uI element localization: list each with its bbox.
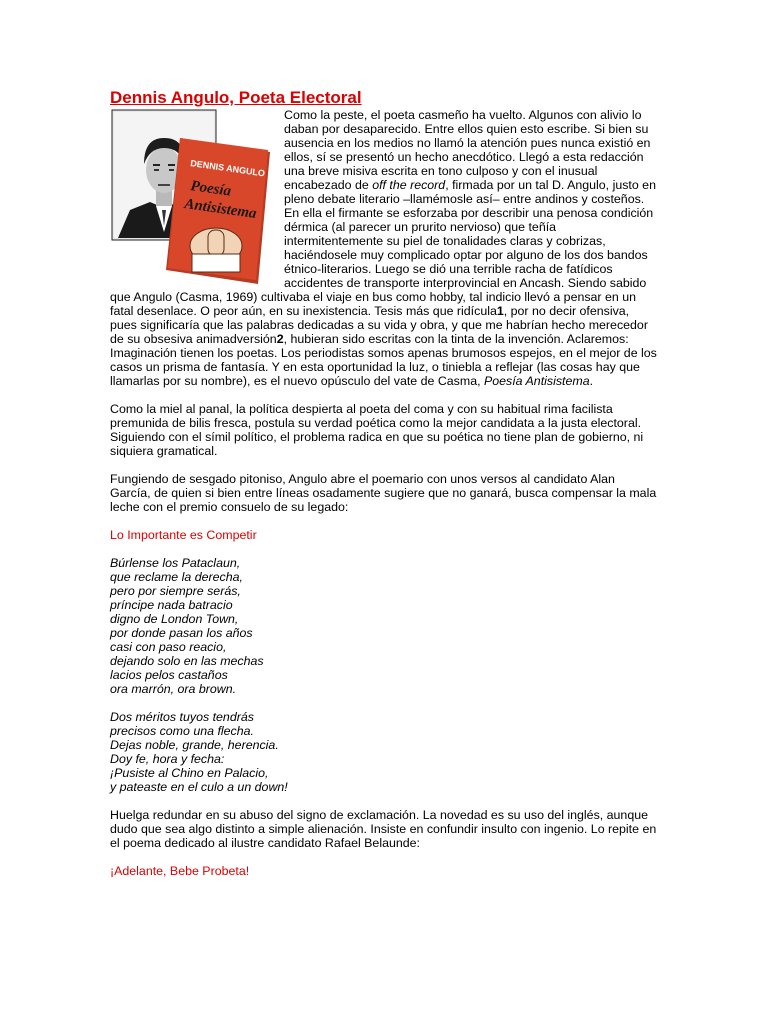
poem-title-1: Lo Importante es Competir <box>110 528 257 542</box>
poem-line: Búrlense los Pataclaun, <box>110 556 241 570</box>
poem-line: Dos méritos tuyos tendrás <box>110 710 254 724</box>
paragraph-3: Fungiendo de sesgado pitoniso, Angulo abre el poemario con unos versos al candidato Alan García, de quien si bien entre líneas osadamente sugiere que no ganará, busca compensar la mala leche con el premio consuelo de su legado: <box>110 472 657 514</box>
book-cover-figure <box>110 108 275 286</box>
intro-emphasis-2: Poesía Antisistema <box>483 374 590 388</box>
book-cover-title-line1: Poesía <box>189 178 233 200</box>
poem-title-2: ¡Adelante, Bebe Probeta! <box>110 864 250 878</box>
poem-line: por donde pasan los años <box>110 626 253 640</box>
poem-line: ora marrón, ora brown. <box>110 682 237 696</box>
poem-line: precisos como una flecha. <box>110 724 254 738</box>
poem-line: lacios pelos castaños <box>110 668 228 682</box>
book-cover-author: DENNIS ANGULO <box>189 158 266 179</box>
article-title: Dennis Angulo, Poeta Electoral <box>110 88 362 107</box>
poem-line: Doy fe, hora y fecha: <box>110 752 225 766</box>
poem-line: ¡Pusiste al Chino en Palacio, <box>110 766 269 780</box>
intro-text-2: , firmada por un tal D. Angulo, justo en pleno debate literario –llamémosle así– entre andinos y costeños. En ella el firmante se esforzaba por describir una penosa condición dérmica (al parecer un prurito nervioso) que teñía intermitentemente su piel de tonalidades claras y cobrizas, haciéndosele muy complicado optar por alguno de los dos bandos étnico-literarios. Luego se dió una terrible racha de fatídicos accidentes de transporte interprovincial en Ancash. Siendo sabido que Angulo (Casma, 1969) cultivaba el viaje en bus como hobby, tal indicio llevó a pensar en un fatal desenlace. O peor aún, en su inexistencia. Tesis más que ridícula <box>110 178 656 318</box>
paragraph-2: Como la miel al panal, la política despierta al poeta del coma y con su habitual rima facilista premunida de bilis fresca, postula su verdad poética como la mejor candidata a la justa electoral. Siguiendo con el símil político, el problema radica en que su poética no tiene plan de gobierno, ni siquiera gramatical. <box>110 402 644 458</box>
paragraph-4: Huelga redundar en su abuso del signo de exclamación. La novedad es su uso del inglés, aunque dudo que sea algo distinto a simple alienación. Insiste en confundir insulto con ingenio. Lo repite en el poema dedicado al ilustre candidato Rafael Belaunde: <box>110 808 657 850</box>
intro-text-4: , hubieran sido escritas con la tinta de la invención. Aclaremos: Imaginación tienen los poetas. Los periodistas somos apenas brumosos espejos, en el mejor de los casos un prisma de fantasía. Y en esta oportunidad la luz, o tiniebla a reflejar (las cosas hay que llamarlas por su nombre), es el nuevo opúsculo del vate de Casma, <box>110 332 657 388</box>
poem-line: digno de London Town, <box>110 612 239 626</box>
intro-text-3: , por no decir ofensiva, pues significaría que las palabras dedicadas a su vida y obra, y que me habrían hecho merecedor de su obsesiva animadversión <box>110 304 648 346</box>
poem-stanza-2 <box>110 710 658 794</box>
poem-line: dejando solo en las mechas <box>110 654 264 668</box>
article-body <box>110 108 658 892</box>
poem-line: casi con paso reacio, <box>110 640 227 654</box>
poem-line: príncipe nada batracio <box>110 598 233 612</box>
poem-line: que reclame la derecha, <box>110 570 243 584</box>
poem-line: y pateaste en el culo a un down! <box>110 780 288 794</box>
poem-line: Dejas noble, grande, herencia. <box>110 738 279 752</box>
poem-line: pero por siempre serás, <box>110 584 241 598</box>
poem-stanza-1 <box>110 556 658 696</box>
intro-emphasis-1: off the record <box>372 178 446 192</box>
intro-text-5: . <box>589 374 594 388</box>
book-cover-illustration <box>110 108 275 286</box>
book-cover-title-line2: Antisistema <box>183 196 258 223</box>
intro-text-1: Como la peste, el poeta casmeño ha vuelto. Algunos con alivio lo daban por desaparecido. Entre ellos quien esto escribe. Si bien su ausencia en los medios no llamó la atención pues nunca existió en ellos, sí se presentó un hecho anecdótico. Llegó a esta redacción una breve misiva escrita en tono culposo y con el inusual encabezado de <box>284 108 651 192</box>
footnote-marker-2: 2 <box>276 332 284 346</box>
footnote-marker-1: 1 <box>496 304 504 318</box>
